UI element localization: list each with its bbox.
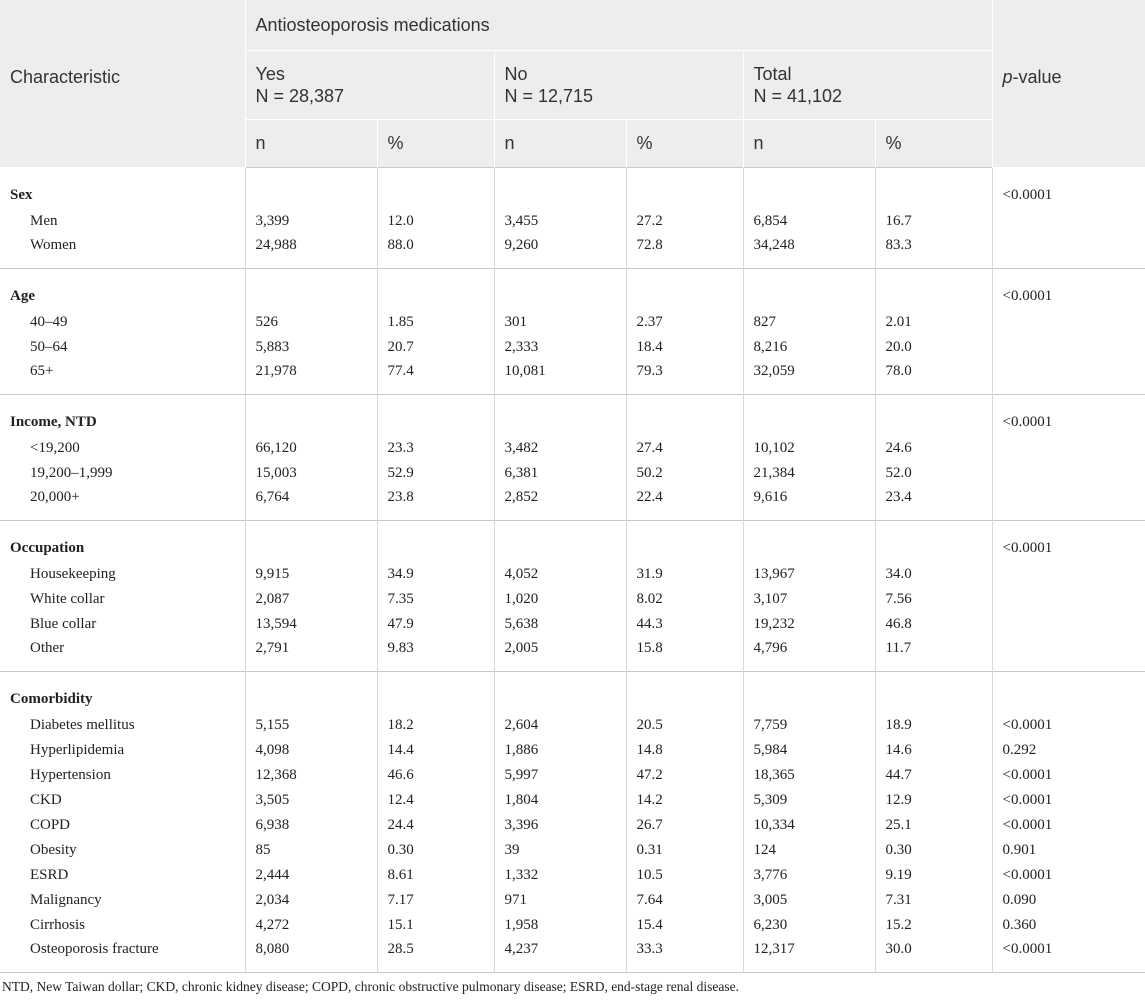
header-pvalue (992, 0, 1145, 168)
header-no (494, 51, 743, 120)
empty-cell (626, 672, 743, 714)
cell-yes-n: 5,155 (245, 713, 377, 738)
row-label: Malignancy (0, 888, 245, 913)
empty-cell (875, 168, 992, 210)
cell-no-n: 971 (494, 888, 626, 913)
table-row (0, 913, 1145, 938)
empty-cell (245, 269, 377, 311)
cell-total-n: 9,616 (743, 486, 875, 521)
cell-yes-pct: 7.17 (377, 888, 494, 913)
cell-total-pct: 20.0 (875, 335, 992, 360)
cell-no-pct: 44.3 (626, 612, 743, 637)
cell-total-pct: 15.2 (875, 913, 992, 938)
row-label: 50–64 (0, 335, 245, 360)
cell-total-n: 10,102 (743, 436, 875, 461)
cell-total-pct: 25.1 (875, 813, 992, 838)
category-pvalue: <0.0001 (992, 269, 1145, 311)
header-medications-group: Antiosteoporosis medications (245, 0, 992, 51)
table-row (0, 788, 1145, 813)
category-pvalue: <0.0001 (992, 521, 1145, 563)
table-row (0, 612, 1145, 637)
table-footnote: NTD, New Taiwan dollar; CKD, chronic kidney disease; COPD, chronic obstructive pulmonary disease; ESRD, end-stage renal disease. (2, 979, 740, 994)
cell-yes-n: 526 (245, 310, 377, 335)
table-row (0, 838, 1145, 863)
cell-pvalue: 0.360 (1002, 917, 1037, 933)
category-pvalue (992, 672, 1145, 714)
header-yes-n: N = 28,387 (255, 86, 345, 106)
cell-total-n: 6,230 (743, 913, 875, 938)
empty-cell (743, 395, 875, 437)
empty-cell (626, 521, 743, 563)
cell-yes-n: 66,120 (245, 436, 377, 461)
empty-cell (494, 672, 626, 714)
cell-no-n: 5,997 (494, 763, 626, 788)
category-row (0, 168, 1145, 210)
header-total-n: N = 41,102 (753, 86, 843, 106)
cell-yes-pct: 20.7 (377, 335, 494, 360)
cell-total-pct: 52.0 (875, 461, 992, 486)
header-characteristic: Characteristic (0, 0, 245, 168)
cell-no-pct: 0.31 (626, 838, 743, 863)
cell-no-pct: 27.2 (626, 209, 743, 234)
table-row (0, 938, 1145, 973)
table-row (0, 587, 1145, 612)
header-yes-pct-col: % (377, 120, 494, 168)
cell-no-pct: 47.2 (626, 763, 743, 788)
cell-total-pct: 34.0 (875, 562, 992, 587)
cell-no-n: 4,237 (494, 938, 626, 973)
table-row (0, 637, 1145, 672)
row-label: Diabetes mellitus (0, 713, 245, 738)
row-label: 20,000+ (0, 486, 245, 521)
table-row (0, 738, 1145, 763)
category-row (0, 395, 1145, 437)
cell-pvalue (992, 335, 1145, 360)
cell-yes-pct: 7.35 (377, 587, 494, 612)
cell-no-n: 10,081 (494, 360, 626, 395)
table-body (0, 168, 1145, 973)
cell-total-pct: 83.3 (875, 234, 992, 269)
cell-pvalue (992, 310, 1145, 335)
category-pvalue: <0.0001 (992, 168, 1145, 210)
table-row (0, 888, 1145, 913)
cell-pvalue (992, 461, 1145, 486)
cell-total-pct: 0.30 (875, 838, 992, 863)
row-label: Obesity (0, 838, 245, 863)
cell-total-n: 7,759 (743, 713, 875, 738)
cell-no-pct: 31.9 (626, 562, 743, 587)
cell-yes-pct: 23.8 (377, 486, 494, 521)
cell-yes-pct: 34.9 (377, 562, 494, 587)
cell-total-pct: 9.19 (875, 863, 992, 888)
cell-yes-n: 4,272 (245, 913, 377, 938)
row-label: ESRD (0, 863, 245, 888)
cell-yes-pct: 12.4 (377, 788, 494, 813)
cell-total-pct: 2.01 (875, 310, 992, 335)
row-label: 19,200–1,999 (0, 461, 245, 486)
row-label: CKD (0, 788, 245, 813)
empty-cell (875, 521, 992, 563)
category-row (0, 672, 1145, 714)
cell-total-n: 124 (743, 838, 875, 863)
empty-cell (245, 395, 377, 437)
cell-no-pct: 15.4 (626, 913, 743, 938)
empty-cell (626, 395, 743, 437)
cell-total-n: 827 (743, 310, 875, 335)
cell-no-pct: 20.5 (626, 713, 743, 738)
cell-no-n: 2,604 (494, 713, 626, 738)
cell-total-pct: 7.56 (875, 587, 992, 612)
row-label: Men (0, 209, 245, 234)
cell-no-n: 1,332 (494, 863, 626, 888)
category-row (0, 521, 1145, 563)
cell-total-n: 5,984 (743, 738, 875, 763)
row-label: Blue collar (0, 612, 245, 637)
empty-cell (875, 395, 992, 437)
table-row (0, 562, 1145, 587)
row-label: 65+ (0, 360, 245, 395)
cell-total-pct: 7.31 (875, 888, 992, 913)
cell-total-pct: 18.9 (875, 713, 992, 738)
row-label: Women (0, 234, 245, 269)
cell-yes-pct: 12.0 (377, 209, 494, 234)
cell-total-n: 6,854 (743, 209, 875, 234)
cell-total-pct: 23.4 (875, 486, 992, 521)
cell-pvalue (992, 587, 1145, 612)
table-row (0, 209, 1145, 234)
empty-cell (245, 168, 377, 210)
table-row (0, 335, 1145, 360)
category-label: Age (0, 269, 245, 311)
cell-total-n: 5,309 (743, 788, 875, 813)
cell-no-n: 39 (494, 838, 626, 863)
header-no-n-col: n (494, 120, 626, 168)
row-label: White collar (0, 587, 245, 612)
cell-no-n: 6,381 (494, 461, 626, 486)
table-row (0, 310, 1145, 335)
cell-no-pct: 8.02 (626, 587, 743, 612)
cell-no-pct: 33.3 (626, 938, 743, 973)
cell-no-pct: 18.4 (626, 335, 743, 360)
cell-total-pct: 11.7 (875, 637, 992, 672)
header-total-n-col: n (743, 120, 875, 168)
table-row (0, 461, 1145, 486)
cell-yes-n: 3,399 (245, 209, 377, 234)
header-no-n: N = 12,715 (504, 86, 594, 106)
cell-total-n: 34,248 (743, 234, 875, 269)
row-label: Hyperlipidemia (0, 738, 245, 763)
header-yes-n-col: n (245, 120, 377, 168)
cell-total-pct: 44.7 (875, 763, 992, 788)
cell-no-n: 1,958 (494, 913, 626, 938)
cell-total-n: 3,005 (743, 888, 875, 913)
cell-yes-n: 24,988 (245, 234, 377, 269)
cell-no-pct: 10.5 (626, 863, 743, 888)
cell-yes-n: 2,034 (245, 888, 377, 913)
cell-yes-pct: 47.9 (377, 612, 494, 637)
header-no-label: No (504, 64, 528, 84)
cell-total-n: 8,216 (743, 335, 875, 360)
cell-total-n: 4,796 (743, 637, 875, 672)
empty-cell (377, 168, 494, 210)
header-total-pct-col: % (875, 120, 992, 168)
cell-yes-pct: 24.4 (377, 813, 494, 838)
category-label: Occupation (0, 521, 245, 563)
row-label: Housekeeping (0, 562, 245, 587)
cell-no-pct: 14.8 (626, 738, 743, 763)
cell-pvalue: 0.292 (1002, 742, 1037, 758)
empty-cell (494, 395, 626, 437)
cell-no-pct: 22.4 (626, 486, 743, 521)
cell-no-pct: 72.8 (626, 234, 743, 269)
cell-no-pct: 26.7 (626, 813, 743, 838)
cell-no-pct: 14.2 (626, 788, 743, 813)
cell-no-pct: 7.64 (626, 888, 743, 913)
cell-yes-n: 6,938 (245, 813, 377, 838)
cell-total-pct: 24.6 (875, 436, 992, 461)
table-row (0, 360, 1145, 395)
cell-yes-pct: 46.6 (377, 763, 494, 788)
cell-total-n: 13,967 (743, 562, 875, 587)
cell-yes-pct: 15.1 (377, 913, 494, 938)
empty-cell (494, 521, 626, 563)
cell-no-n: 301 (494, 310, 626, 335)
row-label: Hypertension (0, 763, 245, 788)
cell-pvalue: <0.0001 (1002, 941, 1053, 957)
table-row (0, 436, 1145, 461)
empty-cell (626, 168, 743, 210)
cell-total-pct: 46.8 (875, 612, 992, 637)
cell-yes-pct: 8.61 (377, 863, 494, 888)
cell-yes-n: 13,594 (245, 612, 377, 637)
cell-no-n: 3,396 (494, 813, 626, 838)
empty-cell (743, 672, 875, 714)
cell-no-n: 2,333 (494, 335, 626, 360)
cell-pvalue (992, 360, 1145, 395)
cell-no-n: 1,886 (494, 738, 626, 763)
empty-cell (743, 168, 875, 210)
cell-yes-pct: 1.85 (377, 310, 494, 335)
cell-no-n: 2,852 (494, 486, 626, 521)
empty-cell (743, 269, 875, 311)
category-label: Comorbidity (0, 672, 245, 714)
cell-pvalue (992, 209, 1145, 234)
cell-yes-n: 3,505 (245, 788, 377, 813)
empty-cell (245, 672, 377, 714)
cell-pvalue: 0.901 (1002, 842, 1037, 858)
cell-total-pct: 30.0 (875, 938, 992, 973)
empty-cell (377, 521, 494, 563)
cell-total-n: 3,107 (743, 587, 875, 612)
header-total (743, 51, 992, 120)
cell-pvalue: <0.0001 (1002, 767, 1053, 783)
row-label: 40–49 (0, 310, 245, 335)
cell-no-n: 3,455 (494, 209, 626, 234)
cell-yes-pct: 0.30 (377, 838, 494, 863)
empty-cell (875, 269, 992, 311)
cell-no-pct: 50.2 (626, 461, 743, 486)
cell-pvalue (992, 637, 1145, 672)
cell-yes-n: 5,883 (245, 335, 377, 360)
empty-cell (377, 672, 494, 714)
cell-yes-pct: 14.4 (377, 738, 494, 763)
empty-cell (743, 521, 875, 563)
row-label: Osteoporosis fracture (0, 938, 245, 973)
cell-yes-n: 8,080 (245, 938, 377, 973)
cell-yes-n: 85 (245, 838, 377, 863)
header-no-pct-col: % (626, 120, 743, 168)
cell-yes-pct: 77.4 (377, 360, 494, 395)
cell-yes-n: 2,791 (245, 637, 377, 672)
category-label: Income, NTD (0, 395, 245, 437)
empty-cell (494, 168, 626, 210)
cell-total-n: 18,365 (743, 763, 875, 788)
header-yes (245, 51, 494, 120)
row-label: COPD (0, 813, 245, 838)
cell-no-pct: 79.3 (626, 360, 743, 395)
cell-pvalue: <0.0001 (1002, 717, 1053, 733)
cell-pvalue: <0.0001 (1002, 792, 1053, 808)
header-total-label: Total (753, 64, 792, 84)
cell-total-n: 19,232 (743, 612, 875, 637)
cell-yes-pct: 9.83 (377, 637, 494, 672)
empty-cell (377, 269, 494, 311)
cell-total-pct: 12.9 (875, 788, 992, 813)
cell-total-n: 21,384 (743, 461, 875, 486)
cell-no-pct: 15.8 (626, 637, 743, 672)
cell-yes-pct: 28.5 (377, 938, 494, 973)
header-yes-label: Yes (255, 64, 285, 84)
cell-no-n: 4,052 (494, 562, 626, 587)
table-row (0, 813, 1145, 838)
empty-cell (626, 269, 743, 311)
cell-yes-pct: 52.9 (377, 461, 494, 486)
table-row (0, 234, 1145, 269)
category-label: Sex (0, 168, 245, 210)
cell-yes-n: 2,087 (245, 587, 377, 612)
cell-total-pct: 78.0 (875, 360, 992, 395)
row-label: Other (0, 637, 245, 672)
cell-pvalue: 0.090 (1002, 892, 1037, 908)
table-row (0, 763, 1145, 788)
cell-total-n: 32,059 (743, 360, 875, 395)
cell-no-n: 1,020 (494, 587, 626, 612)
empty-cell (245, 521, 377, 563)
cell-yes-pct: 18.2 (377, 713, 494, 738)
table-header (0, 0, 1145, 168)
cell-yes-n: 6,764 (245, 486, 377, 521)
row-label: <19,200 (0, 436, 245, 461)
header-pvalue-rest: -value (1012, 67, 1062, 87)
cell-yes-pct: 23.3 (377, 436, 494, 461)
cell-total-n: 12,317 (743, 938, 875, 973)
cell-total-n: 10,334 (743, 813, 875, 838)
cell-yes-n: 15,003 (245, 461, 377, 486)
cell-yes-n: 2,444 (245, 863, 377, 888)
cell-yes-n: 21,978 (245, 360, 377, 395)
cell-no-n: 9,260 (494, 234, 626, 269)
cell-no-n: 1,804 (494, 788, 626, 813)
cell-total-pct: 16.7 (875, 209, 992, 234)
cell-no-pct: 2.37 (626, 310, 743, 335)
row-label: Cirrhosis (0, 913, 245, 938)
cell-total-pct: 14.6 (875, 738, 992, 763)
cell-pvalue: <0.0001 (1002, 817, 1053, 833)
cell-total-n: 3,776 (743, 863, 875, 888)
cell-yes-n: 9,915 (245, 562, 377, 587)
cell-pvalue (992, 562, 1145, 587)
cell-pvalue: <0.0001 (1002, 867, 1053, 883)
cell-yes-n: 4,098 (245, 738, 377, 763)
table-row (0, 863, 1145, 888)
table-row (0, 713, 1145, 738)
cell-pvalue (992, 436, 1145, 461)
cell-no-n: 5,638 (494, 612, 626, 637)
empty-cell (377, 395, 494, 437)
table-row (0, 486, 1145, 521)
cell-pvalue (992, 234, 1145, 269)
cell-pvalue (992, 486, 1145, 521)
cell-yes-n: 12,368 (245, 763, 377, 788)
cell-yes-pct: 88.0 (377, 234, 494, 269)
cell-no-n: 2,005 (494, 637, 626, 672)
empty-cell (875, 672, 992, 714)
category-pvalue: <0.0001 (992, 395, 1145, 437)
cell-no-n: 3,482 (494, 436, 626, 461)
cell-no-pct: 27.4 (626, 436, 743, 461)
header-pvalue-italic: p (1002, 67, 1013, 87)
category-row (0, 269, 1145, 311)
cell-pvalue (992, 612, 1145, 637)
empty-cell (494, 269, 626, 311)
